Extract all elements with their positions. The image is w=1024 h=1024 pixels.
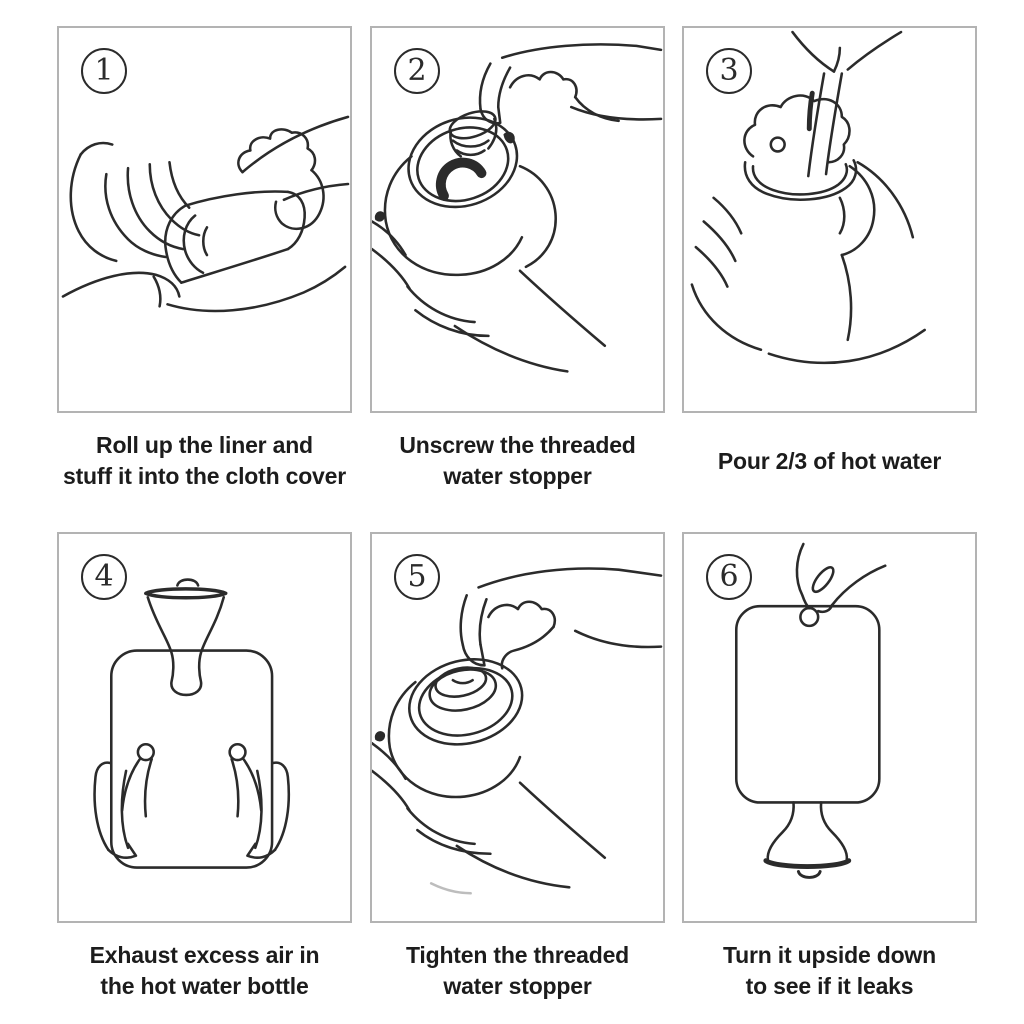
left-hand [71,143,199,261]
step-6-panel [682,532,977,923]
bell-shaped-neck [766,802,849,877]
left-hand-holding [372,732,605,893]
step-5-number-badge: 5 [394,554,440,600]
right-hand-pressing [230,744,289,857]
right-hand-pinching [480,44,661,142]
step-2-cell [370,26,665,509]
right-arm-and-hand [238,117,348,229]
step-6-caption: Turn it upside down to see if it leaks [723,942,936,999]
upside-down-bottle-body [736,606,879,802]
right-hand-tightening [461,568,661,668]
step-3-number-badge: 3 [706,48,752,94]
bottle-body [385,104,529,275]
step-1-caption: Roll up the liner and stuff it into the cloth cover [63,432,346,489]
hand-holding-bottle [692,162,925,363]
step-3-cell [682,26,977,509]
step-3-caption: Pour 2/3 of hot water [717,447,942,474]
step-6-cell [682,532,977,1019]
step-2-number-badge: 2 [394,48,440,94]
step-2-panel [370,26,665,413]
step-6-number-badge: 6 [706,554,752,600]
step-5-cell [370,532,665,1019]
step-4-number-badge: 4 [81,554,127,600]
step-5-caption: Tighten the threaded water stopper [405,942,630,999]
step-4-panel [57,532,352,923]
step-4-caption: Exhaust excess air in the hot water bottle [89,942,320,999]
bottle-body [111,651,272,868]
bottle-mouth [744,96,856,200]
left-hand-pressing [95,744,154,857]
kettle-spout-and-stream [793,32,902,176]
step-1-number-badge: 1 [81,48,127,94]
step-5-panel [370,532,665,923]
step-1-panel [57,26,352,413]
step-4-cell [57,532,352,1019]
step-3-panel [682,26,977,413]
step-1-cell [57,26,352,509]
pinching-fingers [797,544,885,612]
step-2-caption: Unscrew the threaded water stopper [399,432,636,489]
bottle-funnel-neck [146,580,226,695]
